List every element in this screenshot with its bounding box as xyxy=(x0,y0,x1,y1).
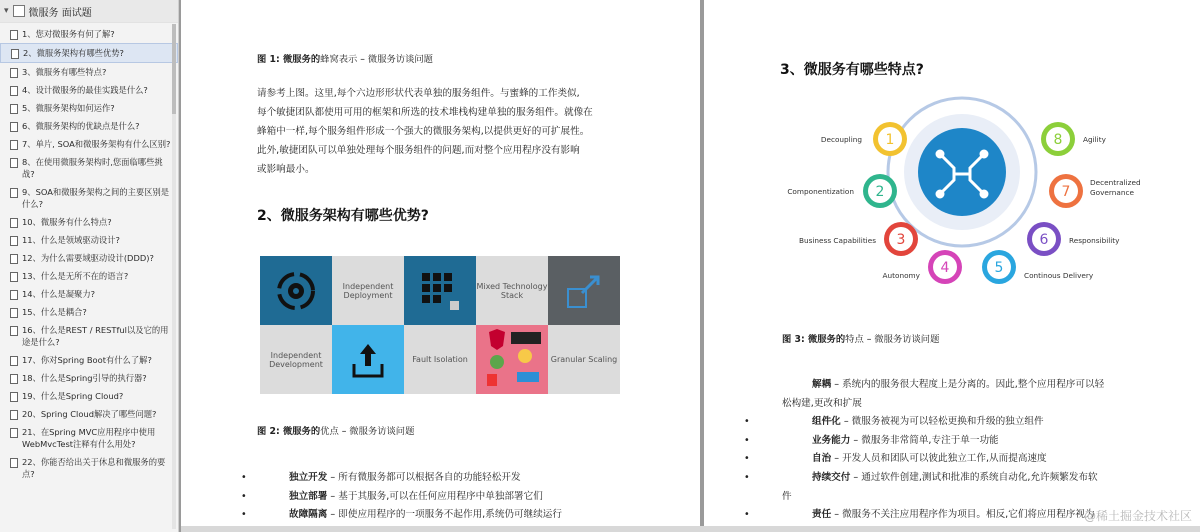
bookmark-icon xyxy=(10,392,18,402)
sidebar-scrollbar[interactable] xyxy=(172,24,176,529)
sidebar-item-label: 14、什么是凝聚力? xyxy=(22,289,96,299)
feature-label: Responsibility xyxy=(1069,236,1120,245)
figure1-caption-text: 蜂窝表示 – 微服务访谈问题 xyxy=(320,54,433,65)
bullet-dot: • xyxy=(744,453,750,465)
sidebar-item-label: 11、什么是领域驱动设计? xyxy=(22,235,120,245)
feature-number: 2 xyxy=(875,184,885,200)
sidebar-item-label: 8、在使用微服务架构时,您面临哪些挑战? xyxy=(22,157,163,179)
features-list xyxy=(744,376,1182,525)
sidebar-item[interactable] xyxy=(0,99,178,117)
sidebar-item-label: 19、什么是Spring Cloud? xyxy=(22,391,124,401)
bookmark-icon xyxy=(10,104,18,114)
sidebar-item[interactable] xyxy=(0,351,178,369)
tile-independent-development xyxy=(260,325,332,394)
sidebar-item[interactable] xyxy=(0,183,178,213)
sidebar-item-label: 2、微服务架构有哪些优势? xyxy=(23,48,124,58)
sidebar-item-label: 21、在Spring MVC应用程序中使用WebMvcTest注释有什么用处? xyxy=(22,427,156,449)
bullet-term: 独立部署 xyxy=(289,490,328,502)
bookmark-sidebar xyxy=(0,0,179,532)
features-figure xyxy=(704,0,1200,300)
list-item xyxy=(744,413,1182,432)
bookmark-icon xyxy=(10,272,18,282)
sidebar-item[interactable] xyxy=(0,267,178,285)
bullet-dot: • xyxy=(241,490,247,502)
sidebar-item-label: 22、你能否给出关于休息和微服务的要点? xyxy=(22,457,166,479)
tile-grid xyxy=(404,256,476,325)
bullet-desc: – 微服务不关注应用程序作为项目。相反,它们将应用程序视为 xyxy=(831,509,1095,521)
sidebar-item[interactable] xyxy=(0,135,178,153)
feature-label: Componentization xyxy=(787,187,854,196)
list-item xyxy=(744,432,1182,451)
sidebar-header[interactable] xyxy=(0,0,178,23)
bookmark-icon xyxy=(11,49,19,59)
tile-granular-scaling xyxy=(548,325,620,394)
sidebar-item-label: 13、什么是无所不在的语言? xyxy=(22,271,129,281)
document-page-left xyxy=(181,0,700,532)
tile-label: Independent Deployment xyxy=(342,281,394,300)
bookmark-icon xyxy=(10,458,18,468)
bullet-desc: – 即使应用程序的一项服务不起作用,系统仍可继续运行 xyxy=(327,509,562,520)
figure3-caption xyxy=(782,331,939,345)
bookmark-icon xyxy=(10,68,18,78)
sidebar-item[interactable] xyxy=(0,285,178,303)
feature-number: 8 xyxy=(1053,132,1063,148)
feature-number: 7 xyxy=(1061,184,1071,200)
bookmark-icon xyxy=(10,326,18,336)
sidebar-item-label: 4、设计微服务的最佳实践是什么? xyxy=(22,85,148,95)
sidebar-item[interactable] xyxy=(0,249,178,267)
gear-sync-icon xyxy=(274,269,318,313)
feature-label: Business Capabilities xyxy=(798,236,876,245)
tile-tech-logos xyxy=(476,325,548,394)
grid-icon xyxy=(418,269,462,313)
bullet-desc: – 微服务非常简单,专注于单一功能 xyxy=(850,434,999,446)
sidebar-item[interactable] xyxy=(0,63,178,81)
sidebar-item[interactable] xyxy=(0,25,178,43)
bullet-term: 责任 xyxy=(812,509,832,521)
feature-label: Decoupling xyxy=(820,135,862,144)
sidebar-item-label: 16、什么是REST / RESTful以及它的用途是什么? xyxy=(22,325,169,347)
feature-number: 3 xyxy=(896,232,906,248)
feature-label: Decentralized xyxy=(1090,178,1141,187)
bullet-desc: – 系统内的服务很大程度上是分离的。因此,整个应用程序可以轻 xyxy=(831,379,1105,390)
bookmark-icon xyxy=(10,410,18,420)
bookmark-icon xyxy=(10,236,18,246)
bookmark-icon xyxy=(10,188,18,198)
bullet-desc-cont: 件 xyxy=(782,490,792,502)
sidebar-item[interactable] xyxy=(0,117,178,135)
bookmark-icon xyxy=(10,122,18,132)
list-item xyxy=(782,376,1182,413)
bullet-term: 故障隔离 xyxy=(289,509,328,520)
bookmark-icon xyxy=(10,30,18,40)
figure3-caption-text: 特点 – 微服务访谈问题 xyxy=(845,334,940,345)
figure3-caption-label: 图 3: 微服务的 xyxy=(782,334,846,345)
feature-number: 6 xyxy=(1039,232,1049,248)
sidebar-item[interactable] xyxy=(0,303,178,321)
sidebar-item-label: 6、微服务架构的优缺点是什么? xyxy=(22,121,140,131)
upload-icon xyxy=(346,338,390,382)
bullet-dot: • xyxy=(744,509,750,521)
bookmark-list xyxy=(0,23,178,483)
bullet-desc: – 所有微服务都可以根据各自的功能轻松开发 xyxy=(327,472,521,483)
sidebar-item[interactable] xyxy=(0,81,178,99)
sidebar-item[interactable] xyxy=(0,213,178,231)
bullet-desc: – 微服务被视为可以轻松更换和升级的独立组件 xyxy=(840,416,1044,428)
section-heading-advantages: 2、微服务架构有哪些优势? xyxy=(257,208,429,224)
feature-label: Agility xyxy=(1083,135,1106,144)
tile-scale xyxy=(548,256,620,325)
paragraph-line: 此外,敏捷团队可以单独处理每个服务组件的问题,而对整个应用程序没有影响 xyxy=(257,145,580,156)
sidebar-item-label: 15、什么是耦合? xyxy=(22,307,87,317)
tile-label: Granular Scaling xyxy=(550,355,618,364)
center-hub xyxy=(918,128,1006,216)
tech-logos-icon xyxy=(479,328,545,392)
bullet-term: 解耦 xyxy=(812,379,832,390)
bullet-term: 持续交付 xyxy=(812,471,851,483)
intro-paragraph xyxy=(257,84,677,179)
sidebar-item-label: 17、你对Spring Boot有什么了解? xyxy=(22,355,152,365)
feature-number: 5 xyxy=(994,260,1004,276)
bookmark-icon xyxy=(10,356,18,366)
chevron-down-icon[interactable]: ▾ xyxy=(4,6,9,16)
section-heading-features: 3、微服务有哪些特点? xyxy=(780,62,924,78)
paragraph-line: 每个敏捷团队都使用可用的框架和所选的技术堆栈构建单独的服务组件。就像在 xyxy=(257,107,593,118)
sidebar-item[interactable] xyxy=(0,387,178,405)
bookmark-icon xyxy=(13,5,25,17)
sidebar-item-label: 1、您对微服务有何了解? xyxy=(22,29,115,39)
bullet-desc: – 通过软件创建,测试和批准的系统自动化,允许频繁发布软 xyxy=(850,471,1098,483)
sidebar-item-label: 10、微服务有什么特点? xyxy=(22,217,112,227)
bookmark-icon xyxy=(10,308,18,318)
figure2-caption-label: 图 2: 微服务的 xyxy=(257,426,321,437)
figure1-caption-label: 图 1: 微服务的 xyxy=(257,54,321,65)
figure2-caption-text: 优点 – 微服务访谈问题 xyxy=(320,426,415,437)
sidebar-item[interactable] xyxy=(0,153,178,183)
tile-gear-sync xyxy=(260,256,332,325)
sidebar-item[interactable] xyxy=(0,405,178,423)
advantages-list xyxy=(241,469,689,525)
paragraph-line: 请参考上图。这里,每个六边形形状代表单独的服务组件。与蜜蜂的工作类似, xyxy=(257,88,580,99)
feature-label: Autonomy xyxy=(882,271,920,280)
tile-upload xyxy=(332,325,404,394)
feature-number: 4 xyxy=(940,260,950,276)
feature-label: Continous Delivery xyxy=(1024,271,1094,280)
bookmark-icon xyxy=(10,374,18,384)
tile-label: Fault Isolation xyxy=(412,355,468,364)
sidebar-item-label: 3、微服务有哪些特点? xyxy=(22,67,107,77)
figure2-caption xyxy=(257,423,414,437)
bullet-dot: • xyxy=(744,471,750,483)
bullet-term: 业务能力 xyxy=(812,434,851,446)
sidebar-title: 微服务 面试题 xyxy=(28,7,92,19)
bullet-dot: • xyxy=(241,472,247,483)
feature-number: 1 xyxy=(885,132,895,148)
list-item xyxy=(241,506,689,525)
bookmark-icon xyxy=(10,290,18,300)
bullet-term: 独立开发 xyxy=(289,472,328,483)
sidebar-item[interactable] xyxy=(0,369,178,387)
sidebar-item[interactable] xyxy=(0,43,178,63)
figure1-caption xyxy=(257,51,433,65)
sidebar-item[interactable] xyxy=(0,453,178,483)
bookmark-icon xyxy=(10,86,18,96)
bookmark-icon xyxy=(10,428,18,438)
bullet-term: 组件化 xyxy=(812,416,841,428)
bullet-desc-cont: 松构建,更改和扩展 xyxy=(782,397,862,409)
bullet-term: 自治 xyxy=(812,453,832,465)
watermark: @稀土掘金技术社区 xyxy=(1083,509,1192,523)
sidebar-item[interactable] xyxy=(0,231,178,249)
sidebar-item[interactable] xyxy=(0,423,178,453)
sidebar-item-label: 5、微服务架构如何运作? xyxy=(22,103,115,113)
bookmark-icon xyxy=(10,218,18,228)
tile-independent-deployment xyxy=(332,256,404,325)
paragraph-line: 蜂箱中一样,每个服务组件形成一个强大的微服务架构,以提供更好的可扩展性。 xyxy=(257,126,590,137)
list-item xyxy=(241,469,689,488)
tile-label: Mixed Technology Stack xyxy=(476,281,548,300)
tile-fault-isolation xyxy=(404,325,476,394)
list-item xyxy=(744,450,1182,469)
tile-mixed-stack xyxy=(476,256,548,325)
bullet-desc: – 开发人员和团队可以彼此独立工作,从而提高速度 xyxy=(831,453,1047,465)
paragraph-line: 或影响最小。 xyxy=(257,164,315,175)
bookmark-icon xyxy=(10,158,18,168)
sidebar-item[interactable] xyxy=(0,321,178,351)
list-item xyxy=(744,469,1182,506)
bookmark-icon xyxy=(10,254,18,264)
bullet-dot: • xyxy=(744,434,750,446)
feature-label: Governance xyxy=(1090,188,1135,197)
bullet-desc: – 基于其服务,可以在任何应用程序中单独部署它们 xyxy=(327,490,543,502)
scale-arrow-icon xyxy=(562,269,606,313)
bookmark-icon xyxy=(10,140,18,150)
sidebar-item-label: 9、SOA和微服务架构之间的主要区别是什么? xyxy=(22,187,170,209)
document-page-right xyxy=(704,0,1200,532)
bullet-dot: • xyxy=(241,509,247,520)
horizontal-scrollbar[interactable] xyxy=(181,526,1200,532)
tile-label: Independent Development xyxy=(269,350,323,369)
sidebar-item-label: 20、Spring Cloud解决了哪些问题? xyxy=(22,409,157,419)
bullet-dot: • xyxy=(744,416,750,428)
list-item xyxy=(241,488,689,507)
sidebar-item-label: 7、单片, SOA和微服务架构有什么区别? xyxy=(22,139,171,149)
advantages-figure xyxy=(260,256,620,394)
sidebar-item-label: 18、什么是Spring引导的执行器? xyxy=(22,373,147,383)
scrollbar-thumb[interactable] xyxy=(172,24,176,114)
sidebar-item-label: 12、为什么需要域驱动设计(DDD)? xyxy=(22,253,154,263)
